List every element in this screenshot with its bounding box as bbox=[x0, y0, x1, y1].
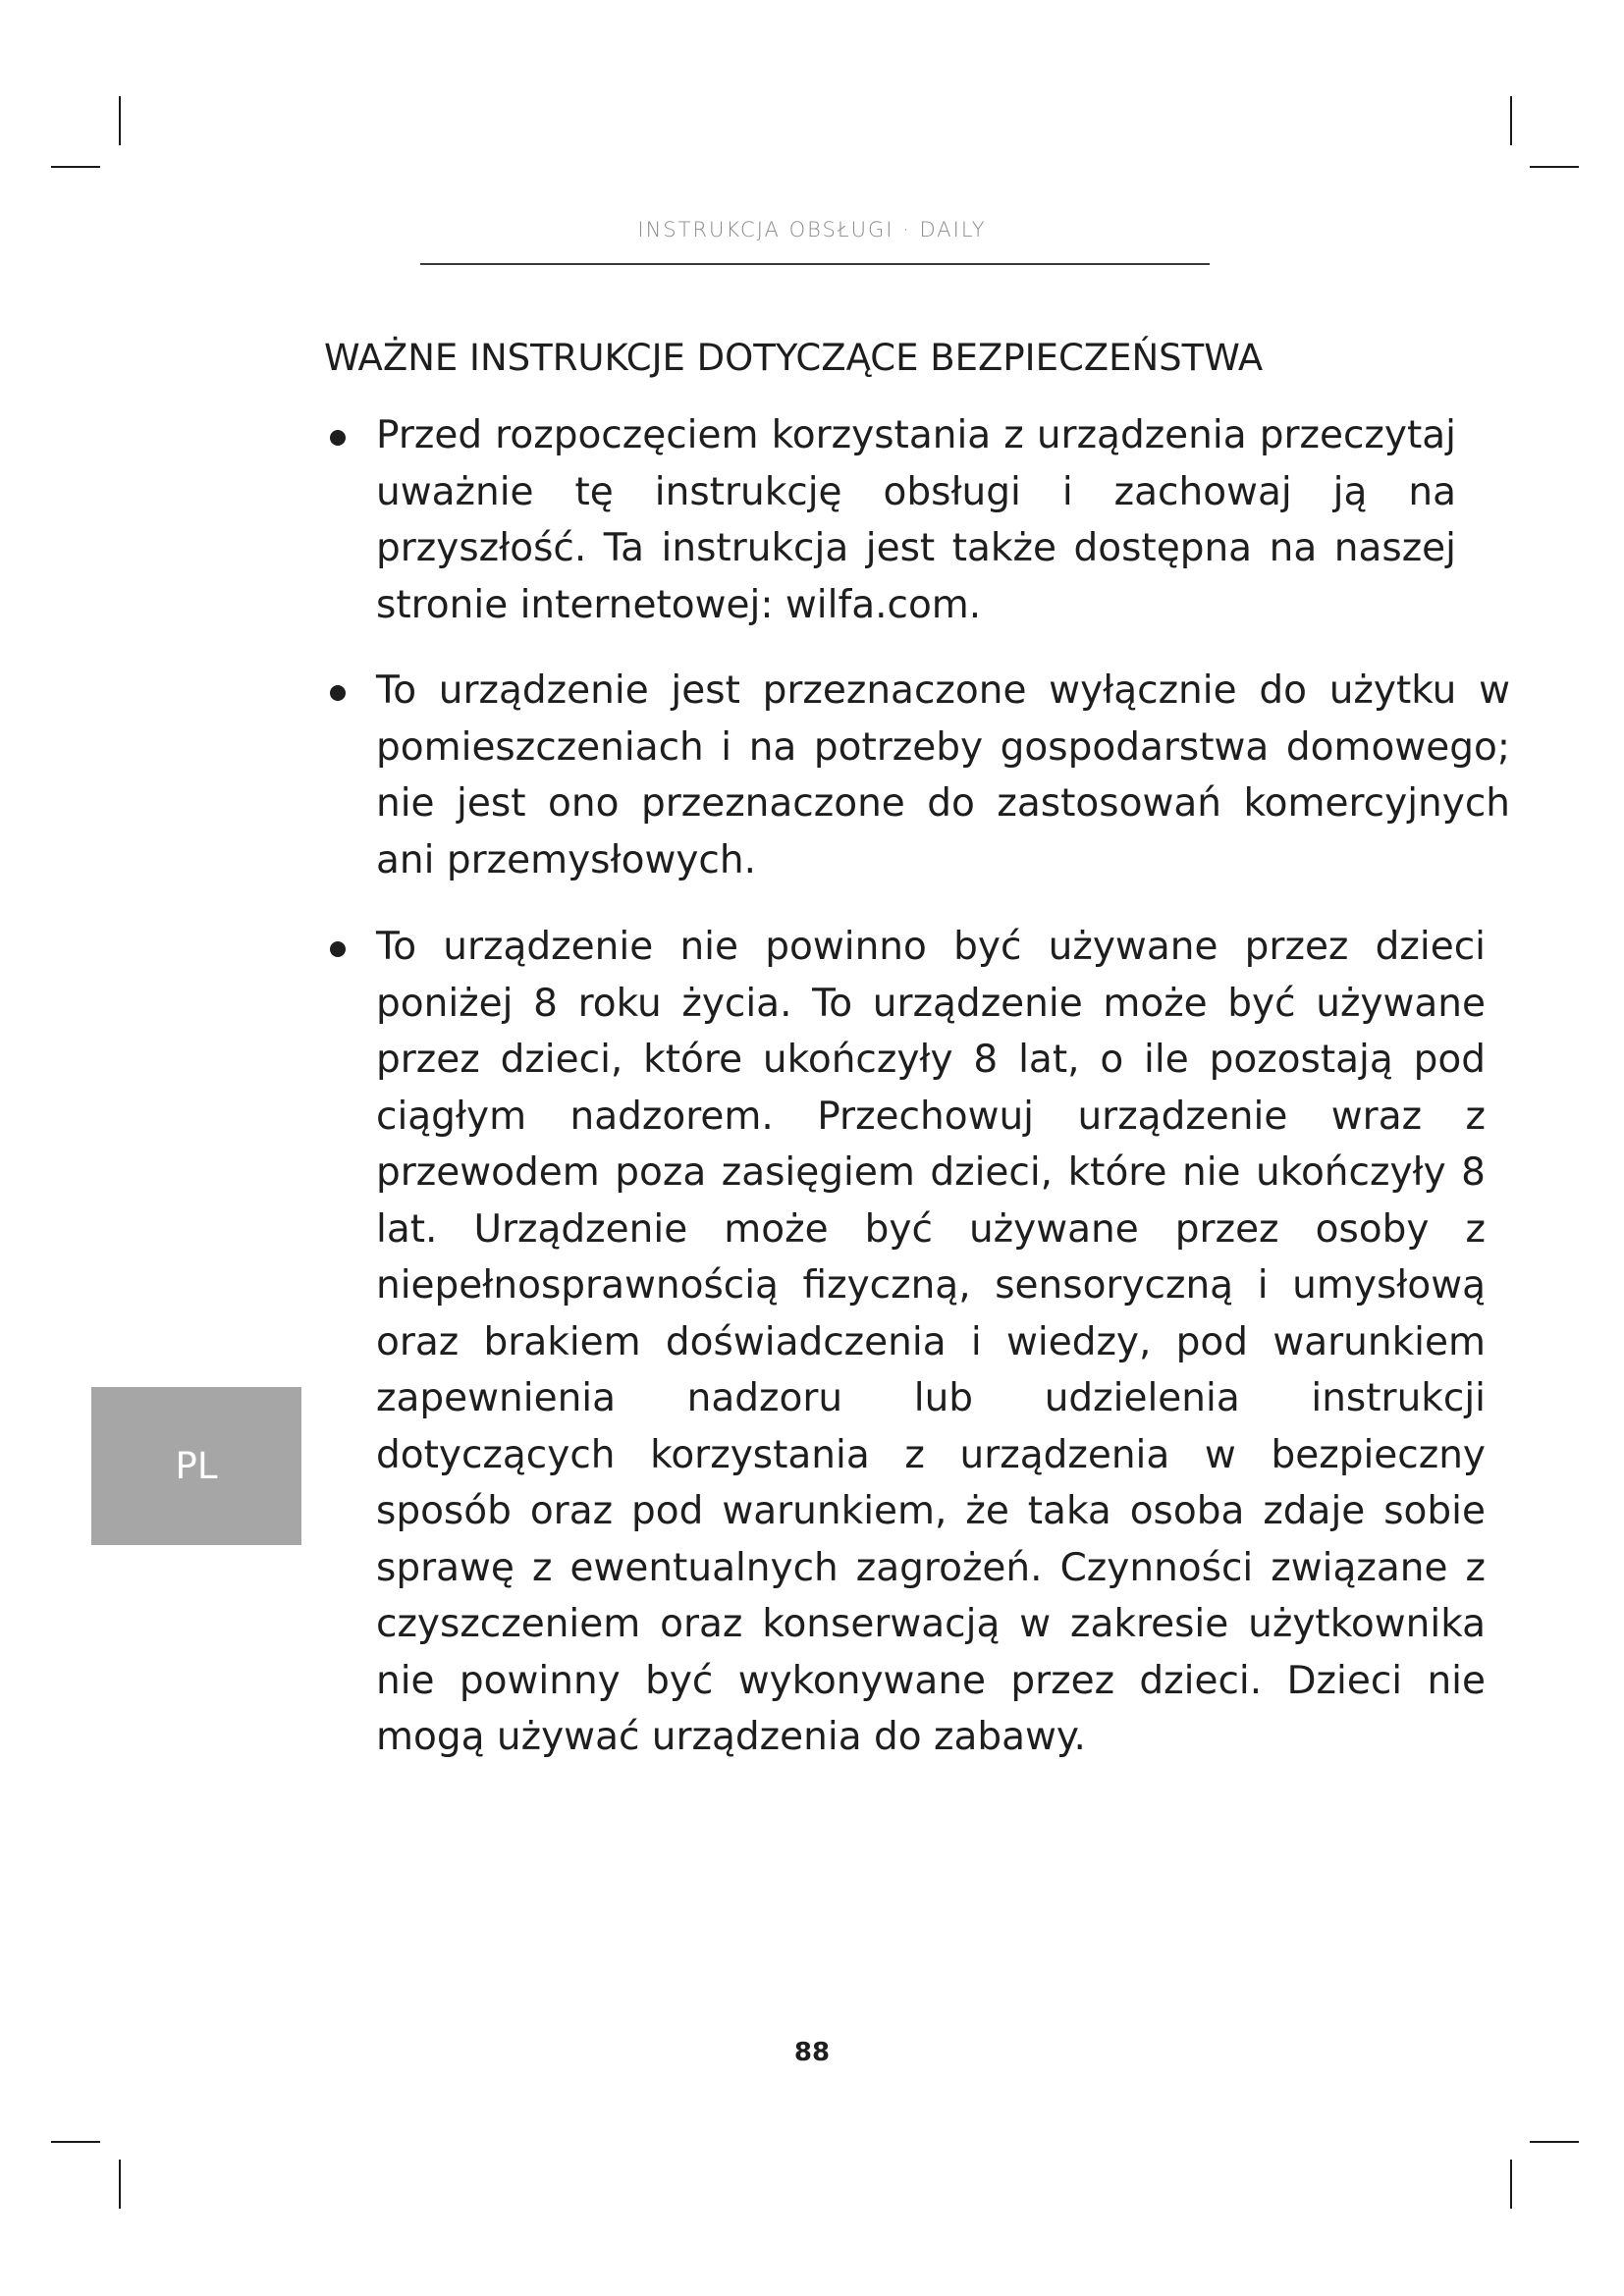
list-item bbox=[322, 407, 1456, 633]
bullet-icon bbox=[330, 430, 346, 446]
list-item bbox=[322, 919, 1486, 1766]
crop-mark-top-left-vertical bbox=[119, 96, 121, 145]
crop-mark-top-right-horizontal bbox=[1530, 166, 1579, 168]
section-title: WAŻNE INSTRUKCJE DOTYCZĄCE BEZPIECZEŃSTWA bbox=[324, 337, 1264, 379]
list-item-text: Przed rozpoczęciem korzystania z urządzenia przeczytaj uważnie tę instrukcję obsługi i zachowaj ją na przyszłość. Ta instrukcja jest także dostępna na naszej stronie internetowej: wilfa.com. bbox=[376, 413, 1456, 627]
crop-mark-bottom-right-vertical bbox=[1510, 2160, 1512, 2209]
crop-mark-top-left-horizontal bbox=[51, 166, 100, 168]
crop-mark-top-right-vertical bbox=[1510, 96, 1512, 145]
list-item-text: To urządzenie nie powinno być używane przez dzieci poniżej 8 roku życia. To urządzenie może być używane przez dzieci, które ukończyły 8 lat, o ile pozostają pod ciągłym nadzorem. Przechowuj urządzenie wraz z przewodem poza zasięgiem dzieci, które nie ukończyły 8 lat. Urządzenie może być używane przez osoby z niepełnosprawnością fizyczną, sensoryczną i umysłową oraz brakiem doświadczenia i wiedzy, pod warunkiem zapewnienia nadzoru lub udzielenia instrukcji dotyczących korzystania z urządzenia w bezpieczny sposób oraz pod warunkiem, że taka osoba zdaje sobie sprawę z ewentualnych zagrożeń. Czynności związane z czyszczeniem oraz konserwacją w zakresie użytkownika nie powinny być wykonywane przez dzieci. Dzieci nie mogą używać urządzenia do zabawy. bbox=[376, 925, 1486, 1759]
running-header: INSTRUKCJA OBSŁUGI · DAILY bbox=[637, 218, 987, 241]
crop-mark-bottom-left-horizontal bbox=[51, 2141, 100, 2143]
language-tab-label: PL bbox=[175, 1445, 218, 1487]
bullet-icon bbox=[330, 685, 346, 701]
safety-instructions-list bbox=[322, 407, 1510, 1766]
crop-mark-bottom-left-vertical bbox=[119, 2160, 121, 2209]
language-tab bbox=[91, 1387, 301, 1545]
list-item-text: To urządzenie jest przeznaczone wyłącznie do użytku w pomieszczeniach i na potrzeby gospodarstwa domowego; nie jest ono przeznaczone do zastosowań komercyjnych ani przemysłowych. bbox=[376, 668, 1510, 882]
header-rule bbox=[420, 263, 1210, 265]
list-item bbox=[322, 663, 1510, 888]
bullet-icon bbox=[330, 941, 346, 957]
crop-mark-bottom-right-horizontal bbox=[1530, 2141, 1579, 2143]
page-number: 88 bbox=[793, 2038, 831, 2067]
